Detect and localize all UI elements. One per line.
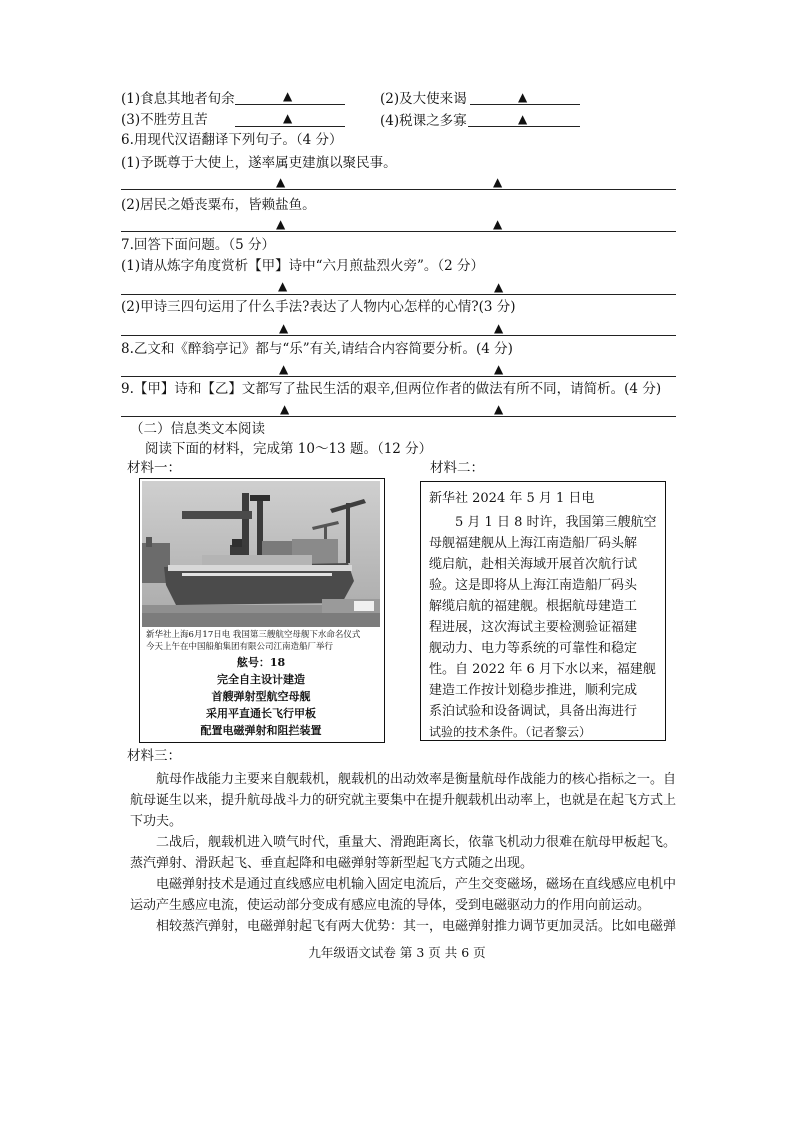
photo-caption-line-1: 新华社上海6月17日电 我国第三艘航空母舰下水命名仪式 [146, 630, 361, 640]
material-3-line: 航母诞生以来，提升航母战斗力的研究就主要集中在提升舰载机出动率上，也就是在起飞方式上 [130, 793, 677, 808]
answer-line[interactable] [121, 335, 676, 336]
feature-flat-deck: 采用平直通长飞行甲板 [206, 707, 316, 720]
answer-line[interactable] [470, 104, 580, 105]
answer-marker: ▲ [283, 89, 293, 103]
material-3-line: 相较蒸汽弹射，电磁弹射起飞有两大优势：其一，电磁弹射推力调节更加灵活。比如电磁弹 [130, 919, 677, 934]
answer-marker: ▲ [278, 279, 288, 293]
material-1-box [139, 478, 385, 743]
material-2-line: 程进展，这次海试主要检测验证福建 [429, 620, 638, 635]
question-9: 9.【甲】诗和【乙】文都写了盐民生活的艰辛,但两位作者的做法有所不同，请简析。(4 分) [121, 381, 662, 397]
vocab-item-2: (2)及大使来谒 [380, 91, 467, 107]
answer-line[interactable] [235, 126, 345, 127]
question-7-part-1: (1)请从炼字角度赏析【甲】诗中“六月煎盐烈火旁”。（2 分） [121, 258, 485, 274]
answer-marker: ▲ [279, 362, 289, 376]
material-2-box [420, 481, 666, 741]
answer-marker: ▲ [276, 217, 286, 231]
material-3-line: 电磁弹射技术是通过直线感应电机输入固定电流后，产生交变磁场，磁场在直线感应电机中 [130, 877, 677, 892]
feature-self-designed: 完全自主设计建造 [217, 673, 305, 686]
answer-marker: ▲ [494, 321, 504, 335]
answer-line[interactable] [121, 376, 676, 377]
material-2-line: 解缆启航的福建舰。根据航母建造工 [429, 599, 638, 614]
material-2-line: 验。这是即将从上海江南造船厂码头 [429, 578, 638, 593]
photo-caption-line-2: 今天上午在中国船舶集团有限公司江南造船厂举行 [146, 642, 334, 652]
question-8: 8.乙文和《醉翁亭记》都与“乐”有关,请结合内容简要分析。(4 分) [121, 341, 513, 357]
vocab-item-1: (1)食息其地者旬余 [121, 91, 235, 107]
answer-line[interactable] [468, 126, 580, 127]
material-2-line: 系泊试验和设备调试，具备出海进行 [429, 704, 638, 719]
answer-line[interactable] [121, 189, 676, 190]
feature-em-catapult: 配置电磁弹射和阻拦装置 [200, 724, 322, 737]
material-3-line: 蒸汽弹射、滑跃起飞、垂直起降和电磁弹射等新型起飞方式随之出现。 [130, 856, 534, 871]
question-7-title: 7.回答下面问题。（5 分） [121, 237, 276, 253]
question-6-sentence-1: (1)予既尊于大使上，遂率属吏建旗以聚民事。 [121, 155, 397, 171]
question-6-title: 6.用现代汉语翻译下列句子。（4 分） [121, 132, 343, 148]
material-3-line: 运动产生感应电流，使运动部分变成有感应电流的导体，受到电磁驱动力的作用向前运动。 [130, 898, 651, 913]
answer-marker: ▲ [518, 90, 528, 104]
material-2-line: 试验的技术条件。（记者黎云） [429, 725, 592, 739]
answer-line[interactable] [121, 231, 676, 232]
feature-hull-number: 舷号：18 [236, 656, 286, 669]
answer-marker: ▲ [518, 112, 528, 126]
material-2-line: 5 月 1 日 8 时许，我国第三艘航空 [429, 515, 657, 530]
material-2-line: 建造工作按计划稳步推进，顺利完成 [429, 683, 638, 698]
section-instruction: 阅读下面的材料，完成第 10～13 题。（12 分） [145, 441, 433, 457]
question-7-part-2: (2)甲诗三四句运用了什么手法?表达了人物内心怎样的心情?(3 分) [121, 299, 516, 315]
answer-line[interactable] [121, 416, 676, 417]
answer-marker: ▲ [493, 175, 503, 189]
page-footer: 九年级语文试卷 第 3 页 共 6 页 [308, 945, 486, 960]
material-3-line: 下功夫。 [130, 814, 183, 829]
material-3-line: 二战后，舰载机进入喷气时代，重量大、滑跑距离长，依靠飞机动力很难在航母甲板起飞。 [130, 835, 677, 850]
answer-marker: ▲ [283, 111, 293, 125]
material-2-line: 母舰福建舰从上海江南造船厂码头解 [429, 536, 638, 551]
section-title: （二）信息类文本阅读 [130, 421, 265, 437]
question-6-sentence-2: (2)居民之婚丧粟布，皆赖盐鱼。 [121, 197, 316, 213]
answer-marker: ▲ [494, 280, 504, 294]
material-3-line: 航母作战能力主要来自舰载机，舰载机的出动效率是衡量航母作战能力的核心指标之一。自 [130, 772, 677, 787]
answer-marker: ▲ [280, 402, 290, 416]
material-1-label: 材料一： [127, 460, 181, 476]
material-2-label: 材料二： [430, 460, 484, 476]
material-3-label: 材料三： [127, 748, 181, 764]
vocab-item-3: (3)不胜劳且苦 [121, 112, 208, 128]
answer-marker: ▲ [493, 217, 503, 231]
answer-line[interactable] [121, 294, 676, 295]
vocab-item-4: (4)税课之多寡 [380, 113, 467, 129]
feature-catapult-carrier: 首艘弹射型航空母舰 [211, 690, 311, 703]
answer-marker: ▲ [494, 402, 504, 416]
aircraft-carrier-photo [142, 481, 380, 627]
answer-marker: ▲ [279, 321, 289, 335]
material-2-line: 舰动力、电力等系统的可靠性和稳定 [429, 641, 638, 656]
material-2-dateline: 新华社 2024 年 5 月 1 日电 [429, 491, 595, 506]
answer-marker: ▲ [276, 175, 286, 189]
answer-line[interactable] [235, 104, 345, 105]
material-2-line: 性。自 2022 年 6 月下水以来，福建舰 [429, 662, 656, 677]
answer-marker: ▲ [494, 362, 504, 376]
material-2-line: 缆启航，赴相关海域开展首次航行试 [429, 557, 638, 572]
